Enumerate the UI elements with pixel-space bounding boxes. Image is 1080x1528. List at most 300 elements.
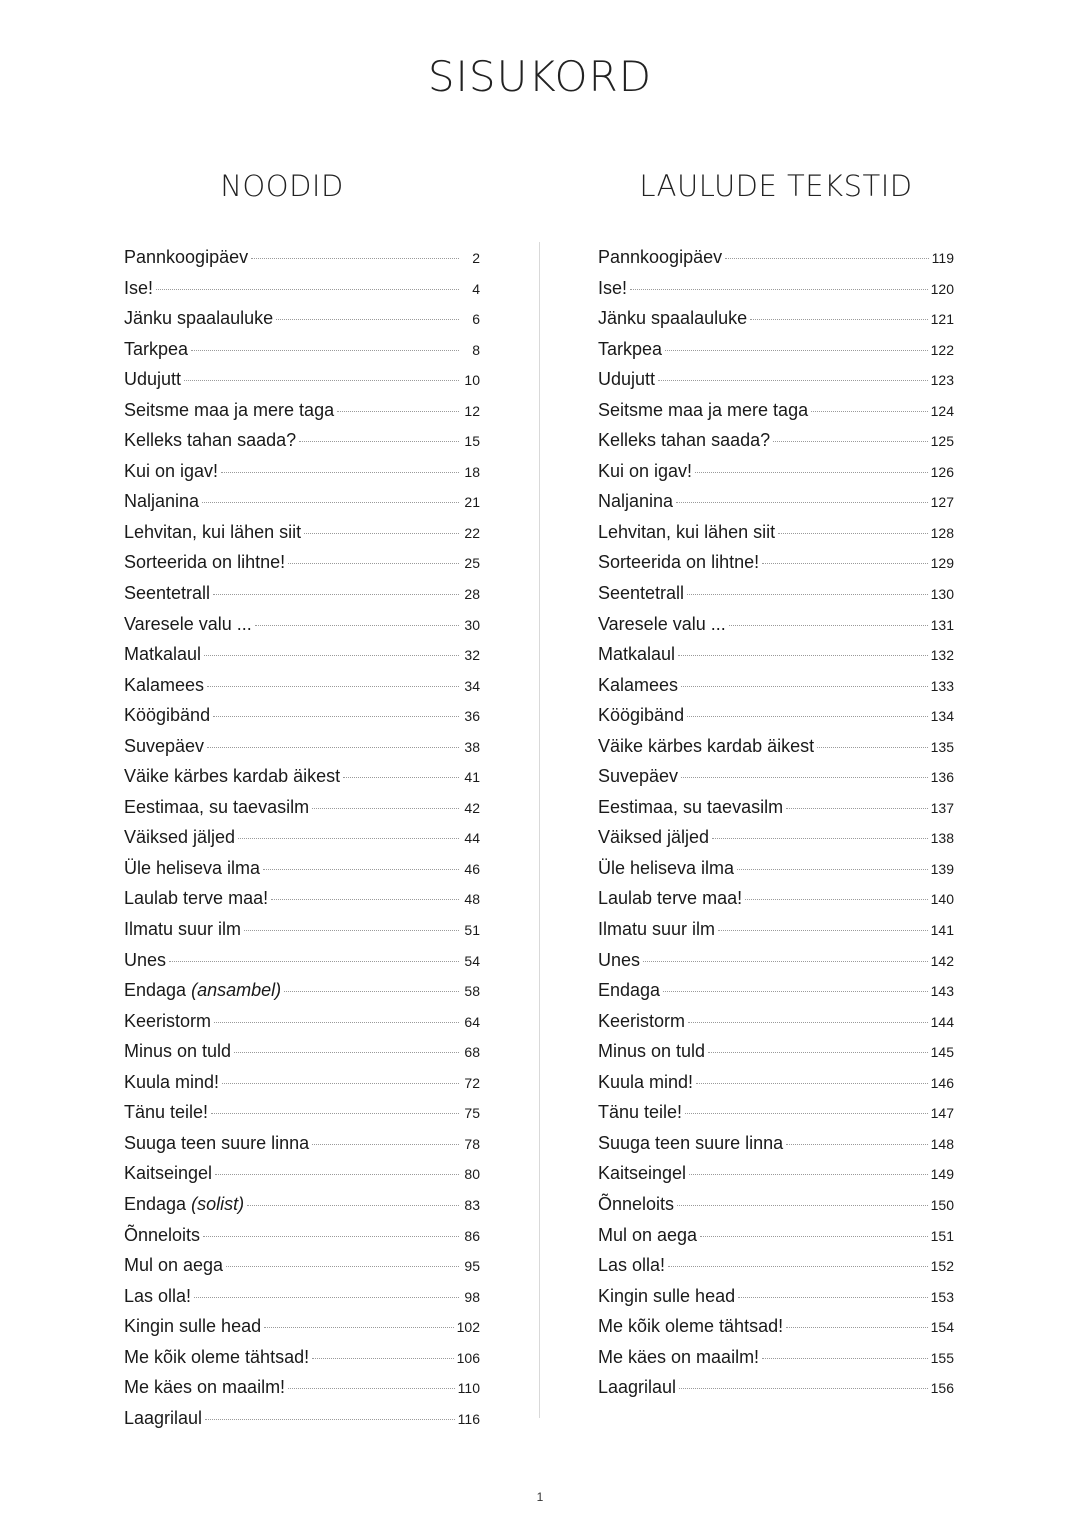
toc-entry-page: 143: [930, 983, 954, 1000]
toc-entry-page: 15: [464, 433, 480, 450]
toc-entry-title-text: Matkalaul: [124, 644, 202, 665]
toc-entry-title: [124, 975, 281, 1006]
dot-leader: [762, 562, 928, 564]
toc-entry-title-text: Kui on igav!: [598, 460, 693, 481]
toc-entry-title-text: Seentetrall: [598, 583, 685, 604]
toc-entry-page: 78: [464, 1135, 480, 1152]
toc-entry[interactable]: [598, 578, 954, 609]
dot-leader: [211, 1112, 459, 1114]
toc-entry-title-text: Seitsme maa ja mere taga: [124, 399, 335, 420]
toc-entry-page: 98: [464, 1288, 480, 1305]
toc-entry-page: 2: [472, 250, 480, 266]
dot-leader: [312, 1357, 454, 1359]
toc-entry[interactable]: [124, 914, 480, 945]
column-heading-noodid: NOODID: [220, 169, 344, 203]
toc-entry-page: 12: [464, 402, 480, 419]
toc-entry[interactable]: [124, 1372, 480, 1403]
toc-entry-title: [124, 822, 235, 853]
toc-entry[interactable]: [598, 1189, 954, 1220]
toc-entry[interactable]: [124, 425, 480, 456]
toc-entry-title: [124, 914, 241, 945]
dot-leader: [696, 1082, 928, 1084]
toc-entry[interactable]: [598, 1220, 954, 1251]
dot-leader: [786, 807, 928, 809]
dot-leader: [276, 318, 459, 320]
dot-leader: [271, 898, 459, 900]
toc-entry-title-text: Kuula mind!: [124, 1071, 220, 1092]
toc-entry[interactable]: [598, 853, 954, 884]
toc-list-laulude-tekstid: [598, 242, 954, 1403]
toc-entry-title: [124, 1006, 211, 1037]
toc-entry[interactable]: [598, 486, 954, 517]
dot-leader: [663, 990, 928, 992]
toc-entry-page: 147: [930, 1105, 954, 1122]
toc-entry-title: [124, 1403, 202, 1434]
toc-entry[interactable]: [598, 822, 954, 853]
toc-entry[interactable]: [598, 792, 954, 823]
toc-entry-title-text: Laulab terve maa!: [124, 888, 269, 909]
toc-entry[interactable]: [124, 273, 480, 304]
dot-leader: [737, 868, 928, 870]
toc-entry-page: 119: [931, 250, 954, 266]
toc-entry-title-text: Köögibänd: [124, 705, 211, 726]
toc-entry[interactable]: [124, 486, 480, 517]
toc-entry-title-text: Tarkpea: [598, 338, 663, 359]
toc-entry-page: 38: [464, 738, 480, 755]
dot-leader: [688, 1021, 928, 1023]
toc-entry[interactable]: [124, 547, 480, 578]
toc-entry-title-text: Sorteerida on lihtne!: [598, 552, 760, 573]
dot-leader: [299, 440, 459, 442]
toc-entry-title: [124, 1158, 212, 1189]
dot-leader: [264, 1326, 454, 1328]
toc-entry-page: 156: [930, 1380, 954, 1397]
toc-entry[interactable]: [598, 1158, 954, 1189]
toc-entry-title-text: Suvepäev: [124, 735, 205, 756]
toc-entry[interactable]: [598, 761, 954, 792]
dot-leader: [203, 1235, 459, 1237]
toc-entry-title-text: Me käes on maailm!: [598, 1346, 760, 1367]
dot-leader: [255, 624, 459, 626]
toc-entry-page: 8: [472, 341, 480, 358]
dot-leader: [337, 410, 459, 412]
dot-leader: [244, 929, 459, 931]
dot-leader: [718, 929, 928, 931]
toc-entry-title: [124, 578, 210, 609]
dot-leader: [665, 349, 928, 351]
toc-entry[interactable]: [598, 914, 954, 945]
dot-leader: [811, 410, 928, 412]
toc-entry-title-text: Me kõik oleme tähtsad!: [124, 1346, 310, 1367]
toc-list-noodid: [124, 242, 480, 1433]
toc-entry[interactable]: [124, 853, 480, 884]
toc-entry-page: 123: [930, 372, 954, 389]
dot-leader: [678, 654, 928, 656]
toc-entry-title: [598, 547, 759, 578]
toc-entry-title: [598, 975, 660, 1006]
toc-entry[interactable]: [598, 731, 954, 762]
toc-entry-page: 142: [930, 952, 954, 969]
toc-entry-title-text: Jänku spaalauluke: [598, 308, 748, 329]
toc-entry-note: (solist): [191, 1193, 245, 1214]
toc-entry-title: [124, 670, 204, 701]
dot-leader: [234, 1051, 459, 1053]
toc-entry-page: 54: [464, 952, 480, 969]
toc-entry[interactable]: [124, 1189, 480, 1220]
toc-entry[interactable]: [124, 609, 480, 640]
toc-entry-title-text: Udujutt: [124, 369, 182, 390]
toc-entry[interactable]: [124, 1342, 480, 1373]
toc-entry-title-text: Endaga: [124, 1193, 187, 1214]
dot-leader: [202, 501, 459, 503]
toc-entry[interactable]: [124, 364, 480, 395]
toc-entry[interactable]: [598, 1067, 954, 1098]
toc-entry-title-text: Väike kärbes kardab äikest: [124, 766, 341, 787]
toc-entry-page: 133: [930, 677, 954, 694]
toc-entry[interactable]: [124, 1311, 480, 1342]
toc-entry-page: 86: [464, 1227, 480, 1244]
toc-entry-title: [598, 670, 678, 701]
toc-entry-page: 154: [930, 1319, 954, 1336]
toc-entry-title: [598, 242, 722, 273]
toc-entry[interactable]: [124, 975, 480, 1006]
toc-entry-page: 28: [464, 586, 480, 603]
dot-leader: [343, 776, 459, 778]
dot-leader: [312, 807, 459, 809]
toc-entry-title: [124, 731, 204, 762]
dot-leader: [729, 624, 928, 626]
dot-leader: [222, 1082, 459, 1084]
toc-entry[interactable]: [598, 1128, 954, 1159]
toc-entry-page: 83: [464, 1196, 480, 1213]
dot-leader: [687, 593, 928, 595]
toc-entry-title-text: Suuga teen suure linna: [124, 1132, 310, 1153]
toc-entry[interactable]: [598, 1281, 954, 1312]
toc-entry-title: [598, 486, 673, 517]
toc-entry-page: 68: [464, 1044, 480, 1061]
toc-entry-title-text: Kalamees: [124, 674, 205, 695]
toc-entry-page: 149: [930, 1166, 954, 1183]
toc-entry-page: 126: [930, 463, 954, 480]
toc-entry[interactable]: [598, 700, 954, 731]
toc-entry[interactable]: [124, 395, 480, 426]
toc-entry-title-text: Me käes on maailm!: [124, 1377, 286, 1398]
toc-entry-page: 42: [464, 799, 480, 816]
toc-entry-page: 106: [456, 1349, 480, 1366]
toc-entry-page: 155: [930, 1349, 954, 1366]
toc-entry[interactable]: [598, 334, 954, 365]
toc-entry-title-text: Jänku spaalauluke: [124, 308, 274, 329]
toc-entry-page: 121: [930, 311, 954, 328]
toc-entry-title: [598, 945, 640, 976]
toc-entry-page: 151: [930, 1227, 954, 1244]
toc-entry-title: [124, 364, 181, 395]
toc-entry[interactable]: [124, 1067, 480, 1098]
dot-leader: [630, 288, 928, 290]
toc-entry-title-text: Tarkpea: [124, 338, 189, 359]
toc-entry[interactable]: [598, 425, 954, 456]
dot-leader: [221, 471, 459, 473]
toc-entry[interactable]: [124, 792, 480, 823]
toc-entry[interactable]: [124, 670, 480, 701]
toc-entry[interactable]: [598, 517, 954, 548]
toc-entry-page: 10: [464, 372, 480, 389]
dot-leader: [304, 532, 459, 534]
dot-leader: [156, 288, 459, 290]
toc-entry[interactable]: [598, 670, 954, 701]
toc-entry-title: [598, 425, 770, 456]
toc-entry[interactable]: [598, 945, 954, 976]
dot-leader: [204, 654, 459, 656]
dot-leader: [695, 471, 928, 473]
toc-entry[interactable]: [598, 1097, 954, 1128]
toc-entry[interactable]: [598, 883, 954, 914]
toc-entry-title: [124, 395, 334, 426]
toc-entry[interactable]: [598, 547, 954, 578]
toc-entry[interactable]: [124, 883, 480, 914]
toc-entry-title-text: Kingin sulle head: [124, 1316, 262, 1337]
toc-entry-title: [124, 1067, 219, 1098]
toc-entry[interactable]: [124, 242, 480, 273]
dot-leader: [643, 960, 928, 962]
toc-entry[interactable]: [598, 1006, 954, 1037]
toc-entry[interactable]: [124, 822, 480, 853]
toc-entry-title-text: Eestimaa, su taevasilm: [598, 796, 784, 817]
toc-entry[interactable]: [124, 1097, 480, 1128]
toc-entry-title-text: Sorteerida on lihtne!: [124, 552, 286, 573]
toc-entry-title: [124, 761, 340, 792]
toc-entry-title-text: Laagrilaul: [598, 1377, 677, 1398]
dot-leader: [786, 1143, 927, 1145]
toc-entry-page: 132: [930, 647, 954, 664]
toc-entry-title: [598, 334, 662, 365]
toc-entry[interactable]: [598, 456, 954, 487]
toc-entry[interactable]: [598, 639, 954, 670]
toc-entry[interactable]: [598, 1311, 954, 1342]
toc-entry-page: 122: [930, 341, 954, 358]
toc-entry-title: [124, 945, 166, 976]
toc-entry-title: [124, 1311, 261, 1342]
toc-entry[interactable]: [124, 1128, 480, 1159]
toc-entry-title: [598, 1036, 705, 1067]
toc-entry-title: [124, 1128, 309, 1159]
dot-leader: [681, 776, 928, 778]
toc-entry-title-text: Kui on igav!: [124, 460, 219, 481]
toc-entry-page: 140: [930, 891, 954, 908]
toc-entry[interactable]: [124, 456, 480, 487]
toc-entry-page: 125: [930, 433, 954, 450]
toc-entry-page: 116: [457, 1410, 480, 1427]
toc-entry-title-text: Naljanina: [124, 491, 200, 512]
toc-entry-title-text: Las olla!: [598, 1255, 666, 1276]
toc-entry-title: [124, 242, 248, 273]
toc-entry-page: 153: [930, 1288, 954, 1305]
toc-entry-title: [598, 273, 627, 304]
dot-leader: [207, 746, 459, 748]
dot-leader: [668, 1265, 928, 1267]
toc-entry-title: [598, 822, 709, 853]
toc-entry[interactable]: [124, 1403, 480, 1434]
toc-entry-title: [124, 486, 199, 517]
toc-entry[interactable]: [124, 1281, 480, 1312]
toc-entry-title-text: Ilmatu suur ilm: [124, 919, 242, 940]
toc-entry-title: [598, 1281, 735, 1312]
toc-entry-title-text: Kaitseingel: [124, 1163, 213, 1184]
dot-leader: [288, 1387, 455, 1389]
toc-entry-title: [598, 1189, 674, 1220]
dot-leader: [238, 837, 459, 839]
toc-entry[interactable]: [598, 1342, 954, 1373]
toc-entry-title: [598, 1311, 783, 1342]
toc-entry-title: [124, 1342, 309, 1373]
toc-entry[interactable]: [598, 395, 954, 426]
toc-entry-title-text: Pannkoogipäev: [124, 247, 249, 267]
toc-entry-title-text: Väiksed jäljed: [598, 827, 710, 848]
toc-entry-title: [598, 853, 734, 884]
toc-entry-page: 32: [464, 647, 480, 664]
toc-entry-title: [124, 547, 285, 578]
toc-entry[interactable]: [598, 273, 954, 304]
toc-entry[interactable]: [124, 945, 480, 976]
dot-leader: [708, 1051, 928, 1053]
dot-leader: [184, 379, 459, 381]
toc-entry-title-text: Keeristorm: [598, 1010, 686, 1031]
toc-entry-title-text: Udujutt: [598, 369, 656, 390]
toc-entry-title-text: Pannkoogipäev: [598, 247, 723, 267]
toc-entry[interactable]: [124, 1036, 480, 1067]
toc-entry-title-text: Endaga: [124, 980, 187, 1001]
dot-leader: [738, 1296, 928, 1298]
toc-entry-page: 21: [464, 494, 480, 511]
toc-entry-title: [598, 303, 747, 334]
toc-entry-title-text: Seentetrall: [124, 583, 211, 604]
dot-leader: [786, 1326, 928, 1328]
toc-entry-title: [598, 609, 726, 640]
toc-entry-title: [598, 1158, 686, 1189]
toc-entry-title: [598, 792, 783, 823]
dot-leader: [263, 868, 459, 870]
toc-entry-page: 22: [464, 524, 480, 541]
toc-entry-title: [598, 1128, 783, 1159]
toc-entry-page: 58: [464, 983, 480, 1000]
toc-entry[interactable]: [124, 1006, 480, 1037]
toc-entry[interactable]: [124, 1158, 480, 1189]
toc-entry-page: 138: [930, 830, 954, 847]
toc-entry-title: [598, 456, 692, 487]
toc-entry-title-text: Üle heliseva ilma: [124, 857, 261, 878]
toc-entry-title: [598, 1342, 759, 1373]
dot-leader: [213, 715, 459, 717]
toc-entry-title: [598, 731, 814, 762]
toc-entry-title: [124, 1220, 200, 1251]
dot-leader: [712, 837, 928, 839]
toc-entry[interactable]: [124, 731, 480, 762]
dot-leader: [191, 349, 459, 351]
toc-entry[interactable]: [124, 303, 480, 334]
toc-entry[interactable]: [598, 364, 954, 395]
toc-entry-page: 95: [464, 1258, 480, 1275]
toc-entry-page: 34: [464, 677, 480, 694]
toc-entry[interactable]: [124, 334, 480, 365]
toc-entry-title: [598, 700, 684, 731]
toc-entry[interactable]: [124, 1250, 480, 1281]
toc-entry-title: [598, 364, 655, 395]
dot-leader: [750, 318, 928, 320]
toc-entry-title: [124, 1281, 191, 1312]
toc-entry[interactable]: [598, 1372, 954, 1403]
toc-entry-page: 131: [930, 616, 954, 633]
toc-entry-page: 46: [464, 860, 480, 877]
toc-entry-title-text: Laulab terve maa!: [598, 888, 743, 909]
toc-entry[interactable]: [598, 303, 954, 334]
toc-entry[interactable]: [124, 761, 480, 792]
toc-entry-title: [124, 1372, 285, 1403]
toc-entry-page: 4: [472, 280, 480, 297]
toc-entry-page: 141: [930, 922, 954, 939]
toc-entry[interactable]: [598, 609, 954, 640]
dot-leader: [288, 562, 459, 564]
toc-entry-page: 44: [464, 830, 480, 847]
toc-entry[interactable]: [598, 242, 954, 273]
toc-entry-title: [124, 792, 309, 823]
dot-leader: [194, 1296, 459, 1298]
toc-entry-title-text: Mul on aega: [124, 1255, 224, 1276]
toc-entry-page: 148: [930, 1135, 954, 1152]
toc-entry-title: [598, 1067, 693, 1098]
toc-entry-title-text: Ise!: [598, 277, 628, 298]
toc-entry-title: [598, 1097, 682, 1128]
toc-entry-page: 6: [472, 311, 480, 328]
toc-entry-title: [598, 395, 808, 426]
toc-entry[interactable]: [598, 1250, 954, 1281]
toc-entry-note: (ansambel): [191, 980, 282, 1001]
toc-entry-title-text: Köögibänd: [598, 705, 685, 726]
dot-leader: [214, 1021, 459, 1023]
toc-entry[interactable]: [124, 1220, 480, 1251]
toc-entry-page: 144: [930, 1013, 954, 1030]
toc-entry-page: 130: [930, 586, 954, 603]
toc-entry-page: 134: [930, 708, 954, 725]
toc-entry-title-text: Matkalaul: [598, 644, 676, 665]
toc-entry[interactable]: [124, 639, 480, 670]
dot-leader: [247, 1204, 459, 1206]
dot-leader: [205, 1418, 455, 1420]
toc-entry[interactable]: [598, 1036, 954, 1067]
toc-entry-page: 48: [464, 891, 480, 908]
toc-entry-title-text: Eestimaa, su taevasilm: [124, 796, 310, 817]
toc-entry[interactable]: [598, 975, 954, 1006]
toc-entry-title: [124, 1189, 244, 1220]
toc-entry[interactable]: [124, 578, 480, 609]
dot-leader: [207, 685, 459, 687]
toc-entry-title-text: Suuga teen suure linna: [598, 1132, 784, 1153]
dot-leader: [215, 1173, 459, 1175]
dot-leader: [658, 379, 928, 381]
dot-leader: [677, 1204, 928, 1206]
toc-entry[interactable]: [124, 700, 480, 731]
dot-leader: [689, 1173, 928, 1175]
dot-leader: [676, 501, 928, 503]
toc-entry-title-text: Tänu teile!: [598, 1102, 683, 1123]
toc-entry-title-text: Üle heliseva ilma: [598, 857, 735, 878]
toc-entry-page: 36: [464, 708, 480, 725]
dot-leader: [213, 593, 459, 595]
toc-entry-title-text: Lehvitan, kui lähen siit: [598, 521, 776, 542]
toc-entry-title-text: Lehvitan, kui lähen siit: [124, 521, 302, 542]
toc-entry[interactable]: [124, 517, 480, 548]
dot-leader: [762, 1357, 928, 1359]
toc-entry-page: 128: [930, 524, 954, 541]
